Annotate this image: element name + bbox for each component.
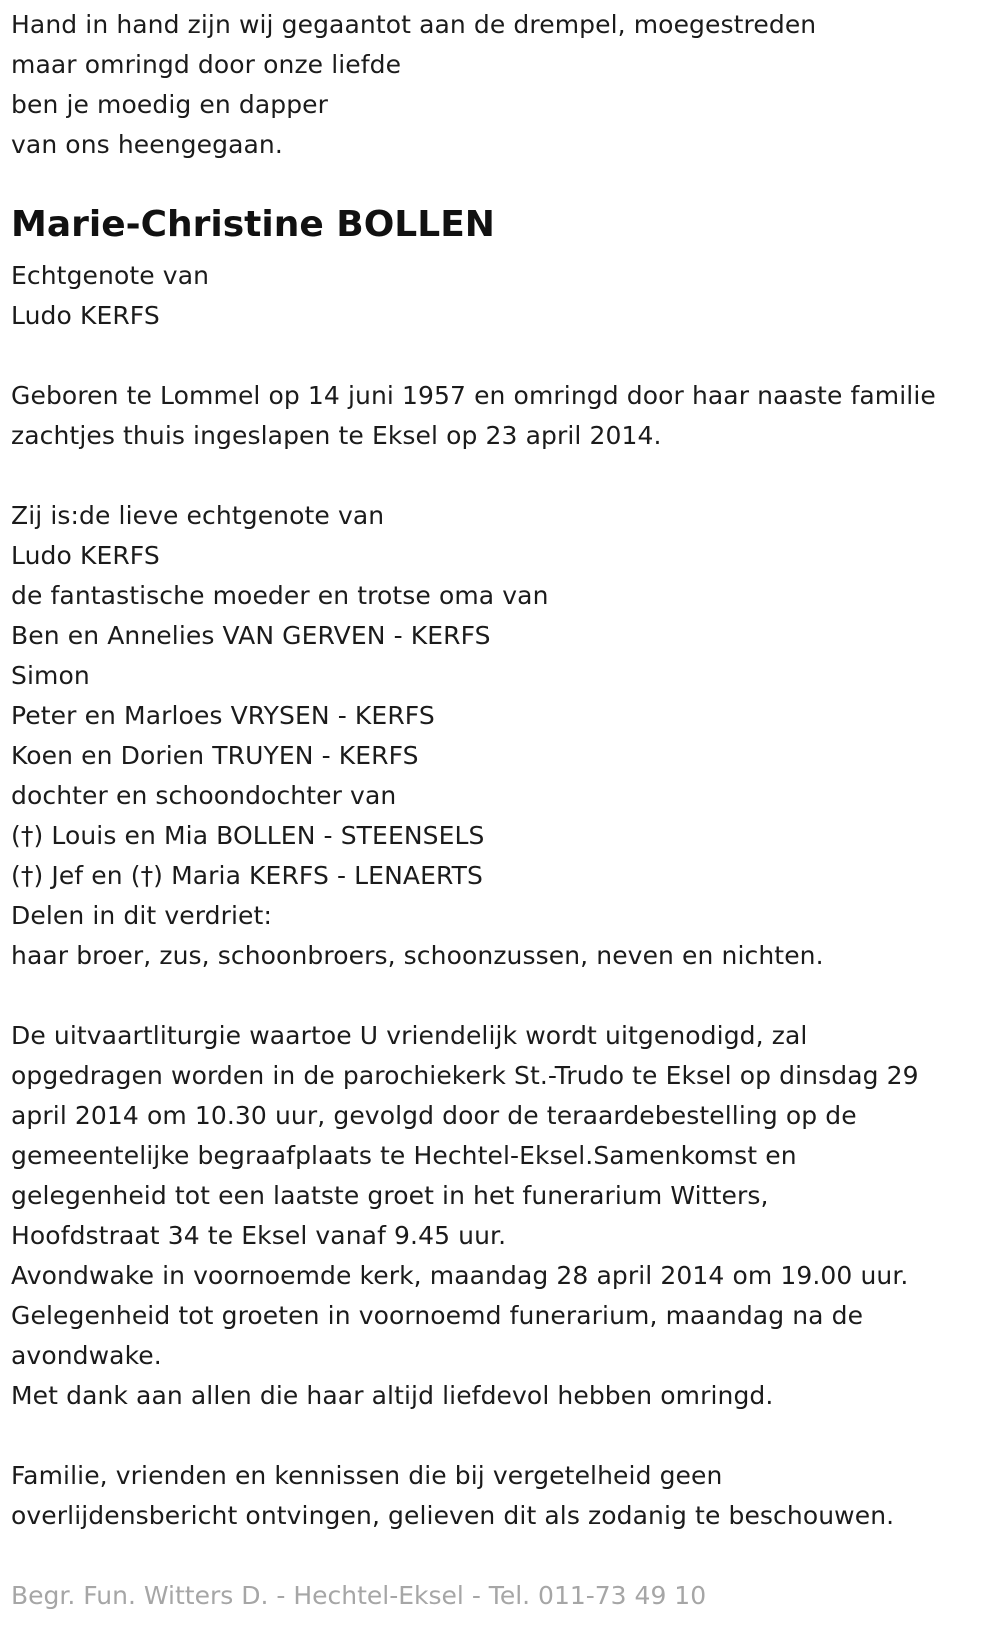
funeral-home-footer: Begr. Fun. Witters D. - Hechtel-Eksel - Tel. 011-73 49 10 <box>11 1581 707 1610</box>
family-line: Delen in dit verdriet: <box>11 901 272 930</box>
poem-line: van ons heengegaan. <box>11 130 283 159</box>
family-line: Koen en Dorien TRUYEN - KERFS <box>11 741 419 770</box>
family-line: dochter en schoondochter van <box>11 781 397 810</box>
funeral-line: Met dank aan allen die haar altijd liefdevol hebben omringd. <box>11 1381 774 1410</box>
poem-line: Hand in hand zijn wij gegaantot aan de drempel, moegestreden <box>11 10 817 39</box>
spacer <box>11 976 936 1016</box>
family-line: Ben en Annelies VAN GERVEN - KERFS <box>11 621 491 650</box>
family-line: de fantastische moeder en trotse oma van <box>11 581 549 610</box>
birth-death-line: zachtjes thuis ingeslapen te Eksel op 23 april 2014. <box>11 421 662 450</box>
family-line: Zij is:de lieve echtgenote van <box>11 501 385 530</box>
funeral-line: gelegenheid tot een laatste groet in het funerarium Witters, <box>11 1181 769 1210</box>
funeral-line: Gelegenheid tot groeten in voornoemd funerarium, maandag na de <box>11 1301 864 1330</box>
family-line: Peter en Marloes VRYSEN - KERFS <box>11 701 435 730</box>
spacer <box>11 456 936 496</box>
poem <box>11 5 816 165</box>
funeral-line: gemeentelijke begraafplaats te Hechtel-Eksel.Samenkomst en <box>11 1141 797 1170</box>
family-line: Simon <box>11 661 90 690</box>
family-line: haar broer, zus, schoonbroers, schoonzussen, neven en nichten. <box>11 941 824 970</box>
birth-death-line: Geboren te Lommel op 14 juni 1957 en omringd door haar naaste familie <box>11 381 936 410</box>
poem-line: ben je moedig en dapper <box>11 90 329 119</box>
notice-body <box>11 256 936 1536</box>
spacer <box>11 1416 936 1456</box>
relation-label: Echtgenote van <box>11 261 210 290</box>
family-line: (†) Jef en (†) Maria KERFS - LENAERTS <box>11 861 483 890</box>
funeral-line: Avondwake in voornoemde kerk, maandag 28 april 2014 om 19.00 uur. <box>11 1261 909 1290</box>
funeral-line: De uitvaartliturgie waartoe U vriendelijk wordt uitgenodigd, zal <box>11 1021 808 1050</box>
funeral-line: Hoofdstraat 34 te Eksel vanaf 9.45 uur. <box>11 1221 507 1250</box>
family-line: Ludo KERFS <box>11 541 160 570</box>
deceased-name: Marie-Christine BOLLEN <box>11 204 495 245</box>
family-line: (†) Louis en Mia BOLLEN - STEENSELS <box>11 821 485 850</box>
spouse-name: Ludo KERFS <box>11 301 160 330</box>
spacer <box>11 336 936 376</box>
closing-line: Familie, vrienden en kennissen die bij vergetelheid geen <box>11 1461 723 1490</box>
closing-line: overlijdensbericht ontvingen, gelieven dit als zodanig te beschouwen. <box>11 1501 895 1530</box>
funeral-line: avondwake. <box>11 1341 162 1370</box>
funeral-line: april 2014 om 10.30 uur, gevolgd door de teraardebestelling op de <box>11 1101 857 1130</box>
funeral-line: opgedragen worden in de parochiekerk St.-Trudo te Eksel op dinsdag 29 <box>11 1061 919 1090</box>
poem-line: maar omringd door onze liefde <box>11 50 402 79</box>
